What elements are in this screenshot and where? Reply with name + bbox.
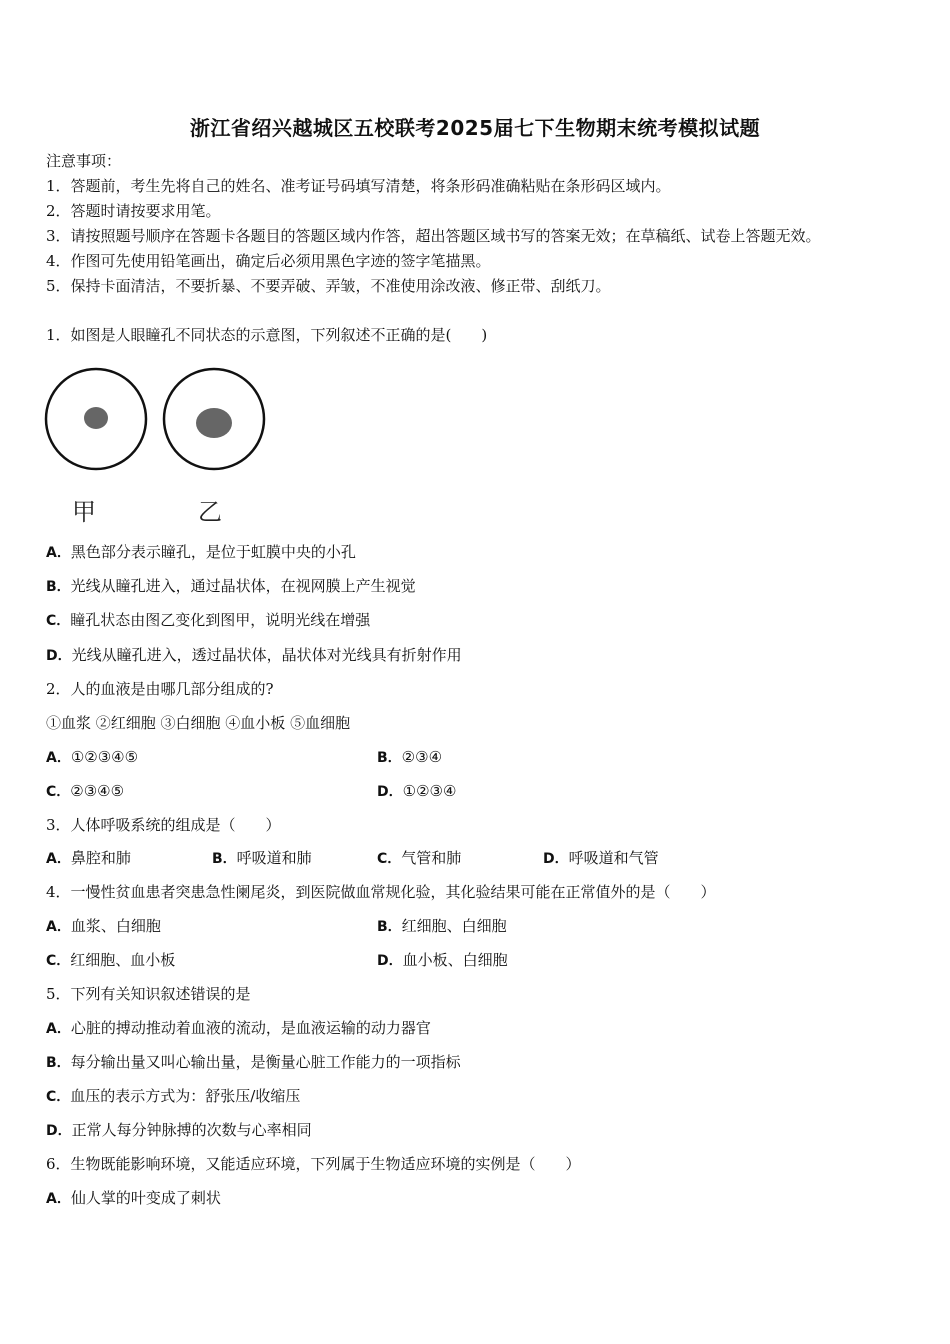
question-3-option-a [46,848,131,869]
option-letter: C． [46,1089,71,1105]
option-text: ②③④ [401,748,443,766]
option-letter: A． [46,545,71,561]
option-letter: B． [377,919,402,935]
option-letter: C． [46,784,71,800]
question-5-option-b [46,1052,461,1073]
option-text: 光线从瞳孔进入，通过晶状体，在视网膜上产生视觉 [70,577,416,595]
question-1-option-c [46,610,370,631]
question-6-stem: 6．生物既能影响环境，又能适应环境，下列属于生物适应环境的实例是（ ） [46,1155,581,1173]
question-3-option-d [543,848,659,869]
question-5-option-d [46,1120,312,1141]
question-3-option-c [377,848,461,869]
question-4-option-d [377,950,508,971]
option-letter: D． [377,953,403,969]
question-4-option-c [46,950,175,971]
question-5-stem: 5．下列有关知识叙述错误的是 [46,985,251,1003]
option-text: 瞳孔状态由图乙变化到图甲，说明光线在增强 [70,611,371,629]
question-6-option-a [46,1188,221,1209]
figure-label-jia: 甲 [72,498,96,526]
option-text: ①②③④⑤ [70,748,139,766]
notice-item: 1．答题前，考生先将自己的姓名、准考证号码填写清楚，将条形码准确粘贴在条形码区域内。 [46,177,671,195]
option-text: ②③④⑤ [70,782,125,800]
option-letter: D． [46,1123,72,1139]
notice-item: 5．保持卡面清洁，不要折暴、不要弄破、弄皱，不准使用涂改液、修正带、刮纸刀。 [46,277,611,295]
option-text: 黑色部分表示瞳孔，是位于虹膜中央的小孔 [70,543,356,561]
option-letter: B． [212,851,237,867]
option-text: 正常人每分钟脉搏的次数与心率相同 [71,1121,312,1139]
question-3-stem: 3．人体呼吸系统的组成是（ ） [46,816,281,834]
question-5-option-c [46,1086,300,1107]
option-letter: A． [46,919,71,935]
notice-item: 3．请按照题号顺序在答题卡各题目的答题区域内作答，超出答题区域书写的答案无效；在草稿纸、试卷上答题无效。 [46,227,821,245]
figure-label-yi: 乙 [198,498,222,526]
question-1-option-a [46,542,356,563]
option-letter: A． [46,1191,71,1207]
question-2-option-d [377,781,456,802]
question-3-option-b [212,848,312,869]
option-letter: C． [46,953,71,969]
option-letter: A． [46,851,71,867]
option-letter: B． [46,1055,71,1071]
question-5-option-a [46,1018,431,1039]
question-2-stem: 2．人的血液是由哪几部分组成的? [46,680,274,698]
option-letter: C． [377,851,402,867]
option-text: 血小板、白细胞 [402,951,508,969]
option-text: ①②③④ [402,782,457,800]
option-text: 光线从瞳孔进入，透过晶状体，晶状体对光线具有折射作用 [71,646,462,664]
notice-item: 2．答题时请按要求用笔。 [46,202,221,220]
option-letter: A． [46,750,71,766]
question-2-option-c [46,781,124,802]
notice-item: 4．作图可先使用铅笔画出，确定后必须用黑色字迹的签字笔描黑。 [46,252,491,270]
question-4-option-b [377,916,507,937]
option-text: 呼吸道和肺 [236,849,312,867]
question-2-option-b [377,747,442,768]
question-1-stem: 1．如图是人眼瞳孔不同状态的示意图，下列叙述不正确的是( ) [46,326,488,344]
option-letter: B． [377,750,402,766]
option-text: 红细胞、白细胞 [401,917,507,935]
option-letter: C． [46,613,71,629]
option-text: 呼吸道和气管 [568,849,659,867]
option-letter: D． [543,851,569,867]
question-4-stem: 4．一慢性贫血患者突患急性阑尾炎，到医院做血常规化验，其化验结果可能在正常值外的是（ ） [46,883,716,901]
question-1-option-d [46,645,462,666]
pupil-diagram [40,362,280,482]
option-letter: D． [46,648,72,664]
option-text: 每分输出量又叫心输出量，是衡量心脏工作能力的一项指标 [70,1053,461,1071]
option-text: 仙人掌的叶变成了刺状 [70,1189,221,1207]
question-4-option-a [46,916,161,937]
option-letter: B． [46,579,71,595]
option-text: 血浆、白细胞 [70,917,161,935]
question-1-option-b [46,576,416,597]
pupil-jia [84,407,108,429]
option-text: 鼻腔和肺 [70,849,131,867]
option-text: 红细胞、血小板 [70,951,176,969]
notice-heading: 注意事项： [46,152,122,170]
option-letter: D． [377,784,403,800]
pupil-yi [196,408,232,438]
option-text: 血压的表示方式为：舒张压/收缩压 [70,1087,301,1105]
question-2-list: ①血浆 ②红细胞 ③白细胞 ④血小板 ⑤血细胞 [46,714,351,732]
page-title: 浙江省绍兴越城区五校联考2025届七下生物期末统考模拟试题 [189,116,761,140]
question-2-option-a [46,747,138,768]
option-text: 气管和肺 [401,849,462,867]
option-letter: A． [46,1021,71,1037]
option-text: 心脏的搏动推动着血液的流动，是血液运输的动力器官 [70,1019,431,1037]
